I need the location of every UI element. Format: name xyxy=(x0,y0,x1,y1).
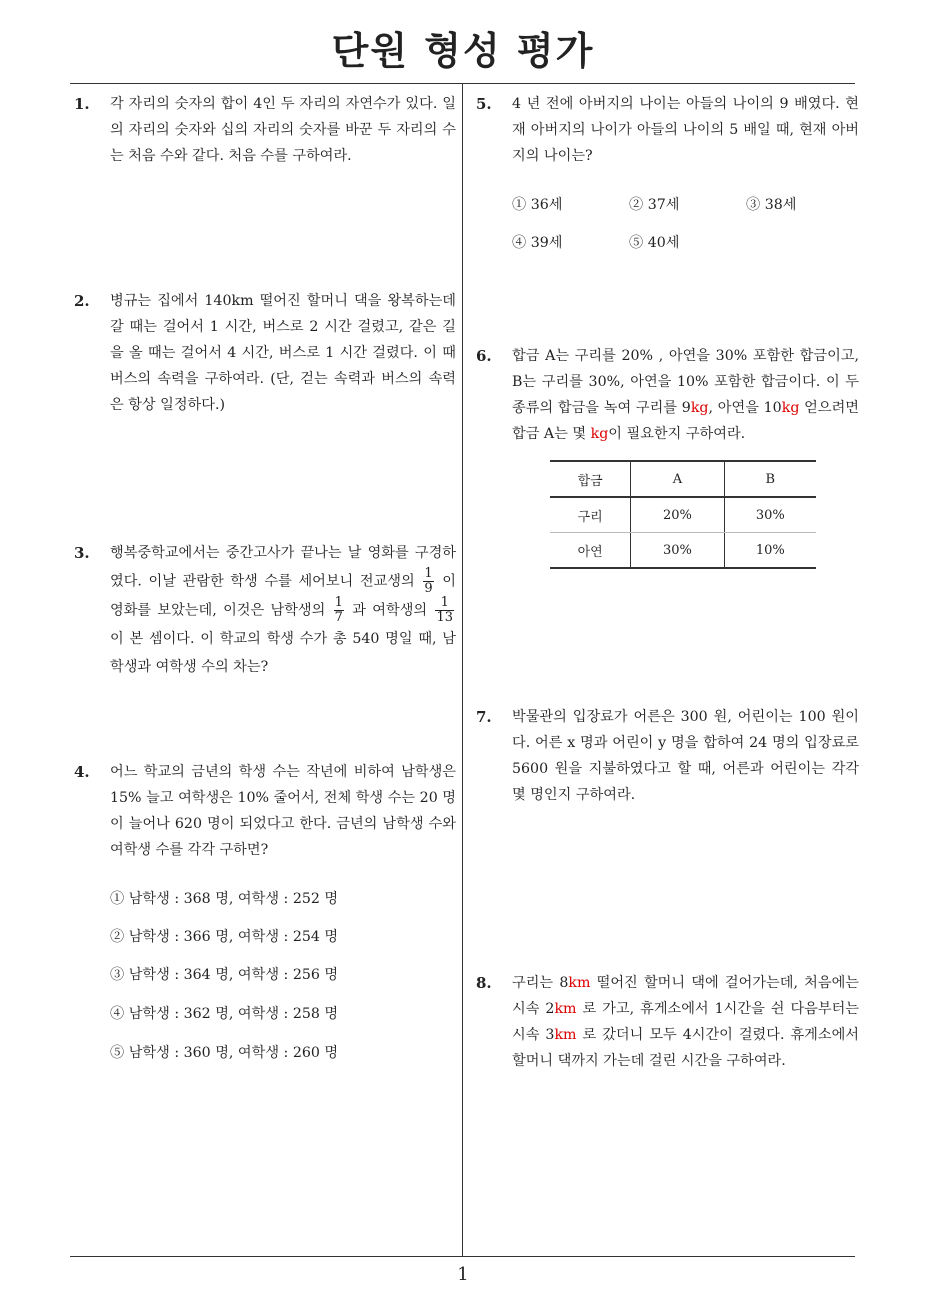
question-number: 6. xyxy=(476,347,492,365)
question-number: 1. xyxy=(74,95,90,113)
question-number: 3. xyxy=(74,544,90,562)
option-1[interactable]: ① 남학생 : 368 명, 여학생 : 252 명 xyxy=(110,891,339,907)
table-header-cell: A xyxy=(631,461,724,497)
bottom-rule xyxy=(70,1256,855,1257)
question-2 xyxy=(74,288,456,418)
question-5 xyxy=(476,91,859,169)
text-segment: 떨어진 할머니 댁에 걸어가는데, 처음에는 시속 2 xyxy=(512,975,859,1017)
text-segment: 이 영화를 보았는데, 이것은 남학생의 xyxy=(110,573,456,619)
question-7 xyxy=(476,704,859,808)
text-segment: 구리는 8 xyxy=(512,975,569,991)
table-header-row xyxy=(550,461,816,497)
unit-kg: kg xyxy=(781,400,800,416)
question-number: 7. xyxy=(476,708,492,726)
numerator: 1 xyxy=(435,596,454,611)
page-title: 단원 형성 평가 xyxy=(331,29,595,73)
column-divider xyxy=(462,83,463,1256)
option-1[interactable]: ① 36세 xyxy=(512,197,563,213)
option-3[interactable]: ③ 38세 xyxy=(746,197,797,213)
table-header-cell: B xyxy=(724,461,816,497)
table-cell: 10% xyxy=(724,533,816,569)
text-segment: , 아연을 10 xyxy=(708,400,782,416)
denominator: 9 xyxy=(424,581,433,596)
page-number: 1 xyxy=(457,1264,469,1285)
text-segment: 얻으려면 합금 A는 몇 xyxy=(512,400,859,442)
fraction xyxy=(423,567,433,596)
option-4[interactable]: ④ 39세 xyxy=(512,235,563,251)
question-text: 박물관의 입장료가 어른은 300 원, 어린이는 100 원이다. 어른 x 명과 어린이 y 명을 합하여 24 명의 입장료로 5600 원을 지불하였다고 할 때, 어른과 어린이는 각각 몇 명인지 구하여라. xyxy=(512,709,859,803)
unit-km: km xyxy=(554,1027,577,1043)
question-text xyxy=(110,539,456,681)
question-text: 병규는 집에서 140km 떨어진 할머니 댁을 왕복하는데 갈 때는 걸어서 1 시간, 버스로 2 시간 걸렸고, 같은 길을 올 때는 걸어서 4 시간, 버스로 1 시간 걸렸다. 이 때 버스의 속력을 구하여라. (단, 걷는 속력과 버스의 속력은 항상 일정하다.) xyxy=(110,293,456,413)
option-5[interactable]: ⑤ 남학생 : 360 명, 여학생 : 260 명 xyxy=(110,1045,339,1061)
fraction xyxy=(334,596,344,625)
text-segment: 행복중학교에서는 중간고사가 끝나는 날 영화를 구경하였다. 이날 관람한 학생 수를 세어보니 전교생의 xyxy=(110,545,456,590)
question-text: 4 년 전에 아버지의 나이는 아들의 나이의 9 배였다. 현재 아버지의 나이가 아들의 나이의 5 배일 때, 현재 아버지의 나이는? xyxy=(512,96,859,164)
unit-kg: kg xyxy=(690,400,709,416)
table-cell: 아연 xyxy=(550,533,631,569)
numerator: 1 xyxy=(424,566,433,581)
question-text: 각 자리의 숫자의 합이 4인 두 자리의 자연수가 있다. 일의 자리의 숫자와 십의 자리의 숫자를 바꾼 두 자리의 수는 처음 수와 같다. 처음 수를 구하여라. xyxy=(110,96,456,164)
question-8 xyxy=(476,970,859,1074)
alloy-table xyxy=(550,460,816,569)
text-segment: 과 여학생의 xyxy=(352,602,428,619)
table-header-cell: 합금 xyxy=(550,461,631,497)
text-segment: 이 필요한지 구하여라. xyxy=(608,426,746,442)
denominator: 13 xyxy=(436,610,454,625)
option-3[interactable]: ③ 남학생 : 364 명, 여학생 : 256 명 xyxy=(110,967,339,983)
question-number: 5. xyxy=(476,95,492,113)
question-number: 2. xyxy=(74,292,90,310)
unit-kg: kg xyxy=(590,426,609,442)
question-4 xyxy=(74,759,456,863)
unit-km: km xyxy=(554,1001,577,1017)
numerator: 1 xyxy=(334,595,343,610)
text-segment: 합금 A는 구리를 20% , 아연을 30% 포함한 합금이고, B는 구리를 30%, 아연을 10% 포함한 합금이다. 이 두 종류의 합금을 녹여 구리를 9 xyxy=(512,348,859,416)
question-1 xyxy=(74,91,456,169)
question-number: 4. xyxy=(74,763,90,781)
question-6 xyxy=(476,343,859,447)
text-segment: 이 본 셈이다. 이 학교의 학생 수가 총 540 명일 때, 남학생과 여학생 수의 차는? xyxy=(110,631,456,675)
table-row xyxy=(550,497,816,533)
text-segment: 로 가고, 휴게소에서 1시간을 쉰 다음부터는 시속 3 xyxy=(512,1001,859,1043)
option-2[interactable]: ② 남학생 : 366 명, 여학생 : 254 명 xyxy=(110,929,339,945)
table-cell: 30% xyxy=(631,533,724,569)
option-2[interactable]: ② 37세 xyxy=(629,197,680,213)
question-text: 어느 학교의 금년의 학생 수는 작년에 비하여 남학생은 15% 늘고 여학생은 10% 줄어서, 전체 학생 수는 20 명이 늘어나 620 명이 되었다고 한다. 금년의 남학생 수와 여학생 수를 각각 구하면? xyxy=(110,764,456,858)
question-text xyxy=(512,343,859,447)
denominator: 7 xyxy=(334,610,343,625)
table-cell: 구리 xyxy=(550,497,631,533)
option-5[interactable]: ⑤ 40세 xyxy=(629,235,680,251)
question-text xyxy=(512,970,859,1074)
question-3 xyxy=(74,539,456,681)
text-segment: 로 갔더니 모두 4시간이 걸렸다. 휴게소에서 할머니 댁까지 가는데 걸린 시간을 구하여라. xyxy=(512,1027,859,1069)
unit-km: km xyxy=(568,975,591,991)
question-number: 8. xyxy=(476,974,492,992)
table-row xyxy=(550,533,816,569)
table-cell: 30% xyxy=(724,497,816,533)
fraction xyxy=(435,596,454,625)
table-cell: 20% xyxy=(631,497,724,533)
option-4[interactable]: ④ 남학생 : 362 명, 여학생 : 258 명 xyxy=(110,1006,339,1022)
